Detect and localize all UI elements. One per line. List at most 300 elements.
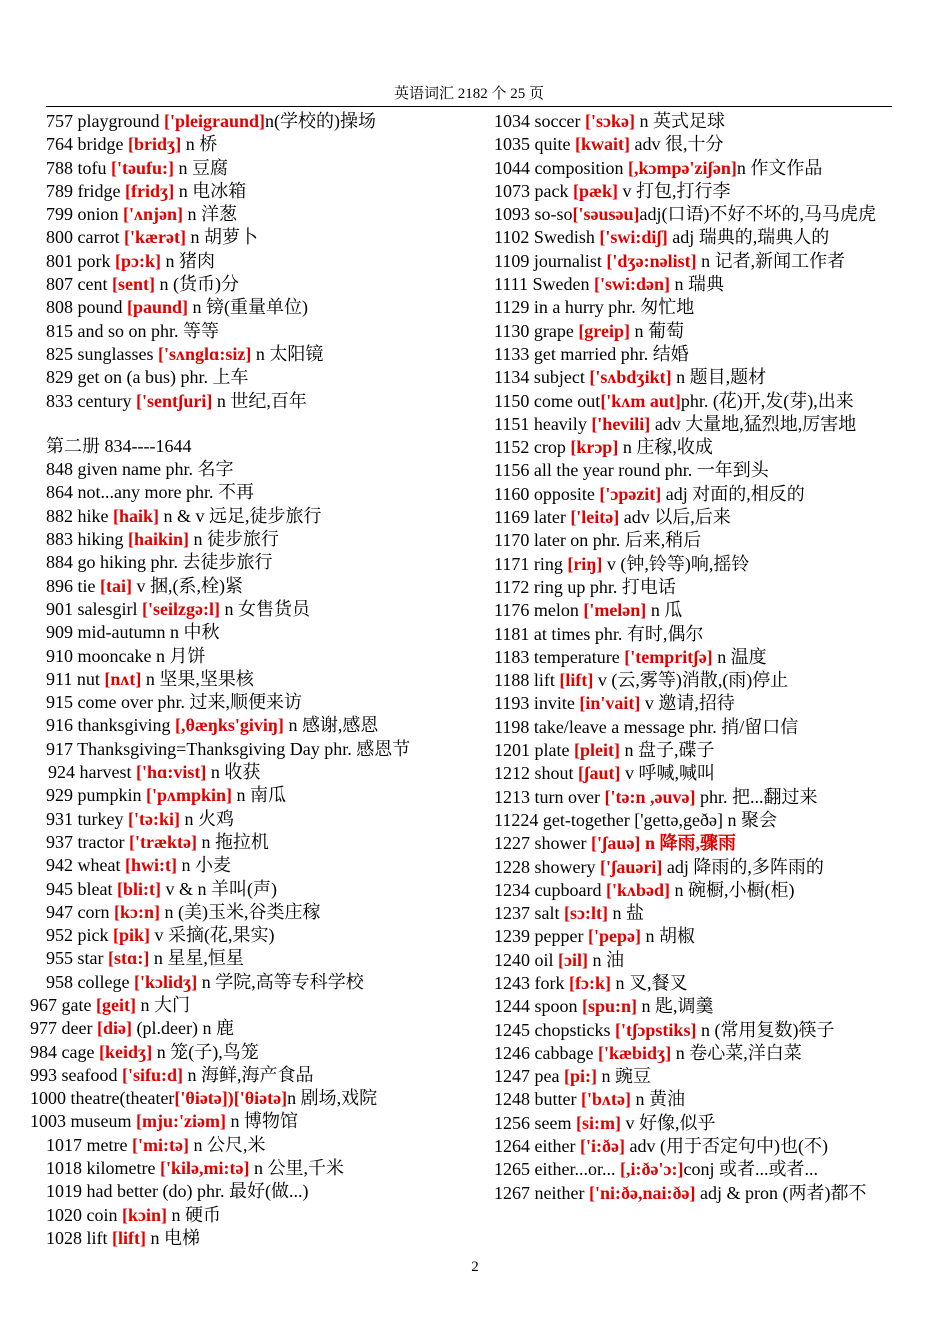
entry-text: 1044 composition	[494, 157, 628, 178]
entry-text: 1156 all the year round phr. 一年到头	[494, 460, 769, 481]
entry-pronunciation: [pɔ:k]	[115, 250, 161, 271]
entry-pronunciation: ['kʌm aut]	[600, 390, 681, 411]
vocab-entry	[30, 320, 470, 343]
vocab-entry	[30, 621, 470, 644]
entry-text: 952 pick	[46, 925, 113, 946]
entry-text: 1020 coin	[46, 1204, 122, 1225]
vocab-entry	[494, 972, 894, 995]
entry-pronunciation: [ɔil]	[558, 949, 588, 970]
vocab-entry	[494, 320, 894, 343]
entry-text: 916 thanksgiving	[46, 715, 175, 736]
entry-text: 910 mooncake n 月饼	[46, 645, 206, 666]
entry-text: 1152 crop	[494, 437, 571, 458]
entry-definition: n 盐	[607, 903, 644, 924]
entry-definition: n & v 远足,徒步旅行	[159, 505, 322, 526]
entry-pronunciation: ['ʌnjən]	[123, 204, 184, 225]
entry-definition: v 呼喊,喊叫	[620, 763, 715, 784]
entry-pronunciation: ['pleigraund]	[163, 111, 265, 131]
entry-pronunciation: ['ʃauəri]	[600, 856, 663, 877]
vocab-entry	[494, 390, 894, 413]
entry-pronunciation: ['sʌnglɑ:siz]	[158, 343, 252, 364]
entry-text: 1017 metre	[46, 1134, 132, 1155]
entry-text: 884 go hiking phr. 去徒步旅行	[46, 552, 273, 573]
vocab-entry	[30, 1064, 470, 1087]
entry-pronunciation: [mju:'ziəm]	[136, 1111, 226, 1132]
entry-text: 1239 pepper	[494, 926, 588, 947]
entry-definition: n 星星,恒星	[149, 948, 244, 969]
entry-text: 1003 museum	[30, 1111, 136, 1132]
vocab-entry	[30, 1157, 470, 1180]
entry-pronunciation: [pæk]	[572, 180, 618, 201]
entry-text: 1169 later	[494, 507, 571, 528]
entry-pronunciation: ['sɔkə]	[584, 111, 635, 131]
entry-definition: v (钟,铃等)响,摇铃	[602, 553, 750, 574]
entry-definition: n 坚果,坚果核	[141, 668, 254, 689]
entry-definition: n 徒步旅行	[189, 529, 280, 550]
entry-text: 1019 had better (do) phr. 最好(做...)	[46, 1181, 309, 1202]
entry-pronunciation: [,kɔmpə'ziʃən]	[628, 157, 737, 178]
entry-definition: n 葡萄	[629, 320, 684, 341]
vocab-entry	[30, 458, 470, 481]
entry-definition: adj 瑞典的,瑞典人的	[667, 227, 830, 248]
entry-text: 937 tractor	[46, 831, 129, 852]
entry-definition: n 火鸡	[179, 808, 234, 829]
entry-pronunciation: ['kilə,mi:tə]	[159, 1158, 250, 1179]
entry-definition: n 南瓜	[232, 785, 287, 806]
entry-pronunciation: ['səusəu]	[572, 204, 640, 225]
entry-definition: n 大门	[135, 994, 190, 1015]
vocab-entry	[30, 947, 470, 970]
entry-pronunciation: [stɑ:]	[108, 948, 150, 969]
entry-definition: n 瑞典	[669, 274, 724, 295]
entry-text: 1227 shower	[494, 833, 591, 854]
entry-text: 1176 melon	[494, 600, 584, 621]
entry-definition: adv (用于否定句中)也(不)	[624, 1136, 828, 1157]
vocab-entry	[30, 854, 470, 877]
entry-definition: n 硬币	[167, 1204, 221, 1225]
entry-text: 977 deer	[30, 1018, 97, 1039]
entry-text: 1133 get married phr. 结婚	[494, 343, 689, 364]
entry-text: 807 cent	[46, 274, 112, 295]
entry-pronunciation: ['dʒə:nəlist]	[606, 250, 697, 271]
vocab-entry	[494, 692, 894, 715]
vocab-entry	[494, 296, 894, 319]
vocab-entry	[30, 808, 470, 831]
entry-text: 1183 temperature	[494, 646, 625, 667]
vocab-entry	[30, 1180, 470, 1203]
vocab-entry	[494, 762, 894, 785]
entry-text: 1181 at times phr. 有时,偶尔	[494, 623, 704, 644]
entry-text: 929 pumpkin	[46, 785, 147, 806]
vocab-entry	[494, 1042, 894, 1065]
vocab-entry	[494, 1158, 894, 1181]
vocab-entry	[30, 738, 470, 761]
vocab-entry	[494, 506, 894, 529]
vocab-entry	[494, 133, 894, 156]
vocab-entry	[30, 180, 470, 203]
entry-definition: n 盘子,碟子	[619, 740, 715, 761]
vocab-entry	[494, 902, 894, 925]
entry-text: 799 onion	[46, 204, 124, 225]
entry-text: 1246 cabbage	[494, 1042, 598, 1063]
vocab-entry	[30, 157, 470, 180]
entry-definition: n 笼(子),鸟笼	[152, 1041, 259, 1062]
vocab-entry	[30, 1134, 470, 1157]
entry-text: 764 bridge	[46, 134, 128, 155]
entry-text: 901 salesgirl	[46, 598, 142, 619]
entry-text: 1134 subject	[494, 367, 590, 388]
vocab-entry	[494, 669, 894, 692]
entry-pronunciation: ['kærət]	[123, 227, 186, 248]
vocab-entry	[30, 505, 470, 528]
vocab-entry	[494, 576, 894, 599]
entry-text: 第二册 834----1644	[46, 435, 192, 456]
entry-text: 1018 kilometre	[46, 1158, 160, 1179]
vocab-entry	[494, 856, 894, 879]
entry-definition: phr. (花)开,发(芽),出来	[680, 390, 854, 411]
entry-text: 1240 oil	[494, 949, 559, 970]
entry-definition: (pl.deer) n 鹿	[131, 1018, 234, 1039]
vocab-entry	[494, 110, 894, 133]
entry-definition: n 感谢,感恩	[283, 715, 379, 736]
entry-pronunciation: [sent]	[111, 274, 155, 295]
entry-definition: v (云,雾等)消散,(雨)停止	[593, 670, 789, 691]
entry-pronunciation: ['təufu:]	[111, 157, 174, 178]
entry-text: 942 wheat	[46, 855, 125, 876]
entry-text: 1248 butter	[494, 1089, 581, 1110]
entry-pronunciation: [riŋ]	[567, 553, 603, 574]
entry-pronunciation: ['swi:diʃ]	[599, 227, 668, 248]
vocab-entry	[30, 110, 470, 133]
entry-definition: n 英式足球	[634, 111, 725, 131]
vocab-entry	[30, 924, 470, 947]
entry-text: 833 century	[46, 390, 136, 411]
entry-pronunciation: [greip]	[578, 320, 630, 341]
vocab-entry	[30, 481, 470, 504]
entry-text: 1247 pea	[494, 1066, 564, 1087]
entry-definition: n 学院,高等专科学校	[197, 971, 364, 992]
vocab-entry	[30, 1227, 470, 1250]
entry-text: 882 hike	[46, 505, 113, 526]
entry-definition: n 温度	[712, 646, 767, 667]
vocab-entry	[494, 1112, 894, 1135]
entry-pronunciation: ['tə:n ,əuvə]	[604, 786, 696, 807]
entry-definition: n 黄油	[630, 1089, 685, 1110]
entry-text: 1151 heavily	[494, 413, 592, 434]
vocab-entry	[30, 203, 470, 226]
vocab-entry	[30, 901, 470, 924]
vocab-entry	[494, 646, 894, 669]
entry-text: 1213 turn over	[494, 786, 605, 807]
entry-text: 1267 neither	[494, 1182, 589, 1203]
entry-pronunciation: ['pepə]	[587, 926, 641, 947]
entry-pronunciation: [diə]	[96, 1018, 132, 1039]
entry-text: 1256 seem	[494, 1112, 576, 1133]
entry-text: 848 given name phr. 名字	[46, 459, 234, 480]
entry-pronunciation: ['leitə]	[570, 507, 620, 528]
entry-pronunciation: ['bʌtə]	[581, 1089, 631, 1110]
entry-text: 1093 so-so	[494, 204, 573, 225]
entry-text: 958 college	[46, 971, 134, 992]
entry-pronunciation: ['tə:ki]	[127, 808, 180, 829]
vocab-entry	[494, 949, 894, 972]
entry-pronunciation: [pleit]	[573, 740, 620, 761]
entry-text: 1245 chopsticks	[494, 1019, 615, 1040]
vocab-entry	[30, 390, 470, 413]
entry-text: 917 Thanksgiving=Thanksgiving Day phr. 感恩节	[46, 738, 411, 759]
vocab-entry	[494, 879, 894, 902]
entry-definition: n 油	[588, 949, 624, 970]
entry-definition: adj 降雨的,多阵雨的	[662, 856, 824, 877]
entry-pronunciation: [geit]	[95, 994, 136, 1015]
entry-definition: n 胡椒	[640, 926, 695, 947]
entry-pronunciation: ['sʌbdʒikt]	[589, 367, 672, 388]
vocab-entry	[494, 157, 894, 180]
entry-pronunciation: [haikin]	[128, 529, 190, 550]
entry-pronunciation: [bridʒ]	[127, 134, 182, 155]
vocab-entry	[494, 716, 894, 739]
vocab-entry	[494, 436, 894, 459]
entry-definition: n 电冰箱	[174, 180, 247, 201]
entry-definition: n 豌豆	[596, 1066, 651, 1087]
vocab-entry	[30, 761, 470, 784]
entry-definition: n(学校的)操场	[265, 111, 376, 131]
entry-definition: n 女售货员	[219, 598, 310, 619]
left-column	[30, 110, 470, 1250]
entry-definition: n 胡萝卜	[185, 227, 258, 248]
entry-text: 945 bleat	[46, 878, 117, 899]
vocab-entry	[30, 1017, 470, 1040]
right-column	[494, 110, 894, 1205]
entry-definition: n 电梯	[145, 1227, 200, 1248]
entry-text: 947 corn	[46, 901, 114, 922]
vocab-entry	[494, 623, 894, 646]
vocab-entry	[494, 1088, 894, 1111]
entry-definition: n 拖拉机	[196, 831, 269, 852]
vocab-entry	[494, 832, 894, 855]
entry-definition: v 好像,似乎	[620, 1112, 716, 1133]
entry-text: 909 mid-autumn n 中秋	[46, 622, 220, 643]
vocab-entry	[494, 180, 894, 203]
entry-pronunciation: ['melən]	[583, 600, 647, 621]
entry-pronunciation: [paund]	[127, 297, 189, 318]
entry-pronunciation: ['pʌmpkin]	[146, 785, 233, 806]
entry-text: 896 tie	[46, 575, 100, 596]
entry-text: 1243 fork	[494, 972, 569, 993]
entry-definition: n 猪肉	[161, 250, 215, 271]
vocab-entry	[30, 598, 470, 621]
entry-text: 1170 later on phr. 后来,稍后	[494, 530, 702, 551]
entry-pronunciation: [nʌt]	[104, 668, 142, 689]
vocab-entry	[30, 575, 470, 598]
entry-definition: v 打包,打行李	[618, 180, 731, 201]
entry-pronunciation: ['tʃɔpstiks]	[615, 1019, 697, 1040]
entry-definition: conj 或者...或者...	[683, 1159, 818, 1180]
entry-text: 1228 showery	[494, 856, 600, 877]
entry-definition: n 小麦	[176, 855, 231, 876]
entry-text: 788 tofu	[46, 157, 111, 178]
entry-pronunciation: ['i:ðə]	[579, 1136, 625, 1157]
vocab-entry	[494, 529, 894, 552]
entry-definition: n (货币)分	[154, 274, 239, 295]
entry-definition: adj & pron (两者)都不	[695, 1182, 867, 1203]
entry-definition: v & n 羊叫(声)	[160, 878, 277, 899]
entry-pronunciation: ['hɑ:vist]	[135, 762, 207, 783]
vocab-entry	[494, 250, 894, 273]
entry-definition: n 桥	[181, 134, 218, 155]
header-rule	[46, 106, 892, 107]
entry-text: 800 carrot	[46, 227, 124, 248]
entry-text: 1102 Swedish	[494, 227, 600, 248]
entry-text: 1264 either	[494, 1136, 580, 1157]
vocab-entry	[30, 1041, 470, 1064]
entry-text: 801 pork	[46, 250, 115, 271]
page-number: 2	[471, 1259, 479, 1275]
entry-pronunciation: [si:m]	[575, 1112, 621, 1133]
entry-definition: n 博物馆	[225, 1111, 298, 1132]
entry-text: 993 seafood	[30, 1064, 122, 1085]
entry-definition: n 世纪,百年	[212, 390, 307, 411]
entry-text: 815 and so on phr. 等等	[46, 320, 219, 341]
vocab-entry	[30, 878, 470, 901]
entry-text: 1172 ring up phr. 打电话	[494, 576, 676, 597]
entry-pronunciation: [keidʒ]	[98, 1041, 153, 1062]
vocab-entry	[30, 1110, 470, 1133]
vocab-entry	[494, 226, 894, 249]
entry-definition: n 叉,餐叉	[610, 972, 688, 993]
entry-pronunciation: [haik]	[113, 505, 160, 526]
entry-pronunciation: [lift]	[559, 670, 594, 691]
vocab-entry	[494, 1065, 894, 1088]
entry-pronunciation: ['ni:ðə,nai:ðə]	[588, 1182, 696, 1203]
vocab-entry	[494, 366, 894, 389]
entry-definition: n 收获	[206, 762, 261, 783]
entry-pronunciation: ['sifu:d]	[121, 1064, 183, 1085]
entry-pronunciation: ['θiətə])['θiətə]	[174, 1088, 288, 1109]
vocab-entry	[30, 226, 470, 249]
entry-text: 829 get on (a bus) phr. 上车	[46, 367, 249, 388]
entry-definition: n 公里,千米	[249, 1158, 344, 1179]
entry-definition: n 题目,题材	[671, 367, 767, 388]
entry-text: 1160 opposite	[494, 483, 600, 504]
entry-text: 1201 plate	[494, 740, 574, 761]
vocab-entry	[494, 1182, 894, 1205]
entry-pronunciation: [pi:]	[563, 1066, 597, 1087]
entry-pronunciation: ['kæbidʒ]	[597, 1042, 672, 1063]
vocab-entry	[494, 553, 894, 576]
entry-text: 808 pound	[46, 297, 127, 318]
entry-text: 931 turkey	[46, 808, 128, 829]
entry-pronunciation: ['seilzgə:l]	[142, 598, 220, 619]
entry-definition: n 碗橱,小橱(柜)	[670, 879, 795, 900]
entry-text: 1193 invite	[494, 693, 580, 714]
entry-definition: n 公尺,米	[188, 1134, 266, 1155]
entry-text: 1198 take/leave a message phr. 捎/留口信	[494, 716, 799, 737]
vocab-entry	[494, 809, 894, 832]
vocab-entry	[30, 528, 470, 551]
vocab-entry	[494, 1135, 894, 1158]
entry-definition: adj(口语)不好不坏的,马马虎虎	[639, 204, 876, 225]
entry-definition: n (美)玉米,谷类庄稼	[159, 901, 321, 922]
vocab-entry	[30, 784, 470, 807]
vocab-entry	[494, 786, 894, 809]
entry-text: 915 come over phr. 过来,顺便来访	[46, 692, 302, 713]
entry-pronunciation: [kwait]	[575, 134, 630, 155]
entry-text: 1150 come out	[494, 390, 601, 411]
entry-definition: n 卷心菜,洋白菜	[671, 1042, 802, 1063]
entry-text: 1028 lift	[46, 1227, 112, 1248]
entry-definition: adj 对面的,相反的	[661, 483, 805, 504]
vocab-entry	[30, 343, 470, 366]
entry-pronunciation: [spu:n]	[582, 996, 638, 1017]
vocab-entry	[494, 273, 894, 296]
entry-text: 1034 soccer	[494, 111, 585, 131]
entry-pronunciation: [bli:t]	[116, 878, 161, 899]
vocab-entry	[30, 366, 470, 389]
entry-pronunciation: [hwi:t]	[124, 855, 177, 876]
vocab-entry	[494, 925, 894, 948]
entry-text: 1073 pack	[494, 180, 573, 201]
entry-pronunciation: ['sentʃuri]	[135, 390, 213, 411]
vocab-entry	[30, 831, 470, 854]
entry-pronunciation: [fɔ:k]	[569, 972, 611, 993]
entry-definition: v 采摘(花,果实)	[150, 925, 275, 946]
entry-text: 1130 grape	[494, 320, 579, 341]
entry-text: 1244 spoon	[494, 996, 583, 1017]
entry-pronunciation: ['hevili]	[591, 413, 651, 434]
entry-pronunciation: ['kʌbəd]	[605, 879, 670, 900]
entry-text: 1212 shout	[494, 763, 579, 784]
vocab-entry	[30, 714, 470, 737]
entry-text: 1129 in a hurry phr. 匆忙地	[494, 297, 695, 318]
entry-pronunciation: [,θæŋks'giviŋ]	[175, 715, 284, 736]
vocab-entry	[494, 343, 894, 366]
entry-pronunciation: ['swi:dən]	[593, 274, 670, 295]
entry-definition: n 降雨,骤雨	[640, 833, 736, 854]
entry-text: 911 nut	[46, 668, 105, 689]
vocab-entry	[30, 250, 470, 273]
entry-definition: n 聚会	[723, 809, 777, 830]
entry-definition: n (常用复数)筷子	[696, 1019, 835, 1040]
entry-text: 789 fridge	[46, 180, 125, 201]
entry-text: 757 playground	[46, 111, 164, 131]
section-heading	[30, 435, 470, 458]
entry-pronunciation: ['mi:tə]	[131, 1134, 189, 1155]
entry-text: 1111 Sweden	[494, 274, 594, 295]
page-header: 英语词汇 2182 个 25 页	[393, 86, 544, 102]
entry-definition: n 海鲜,海产食品	[183, 1064, 314, 1085]
vocab-entry	[494, 739, 894, 762]
entry-definition: n 匙,调羹	[637, 996, 714, 1017]
vocab-entry	[30, 1087, 470, 1110]
entry-pronunciation: [,i:ðə'ɔ:]	[619, 1159, 684, 1180]
entry-pronunciation: ['ʃauə]	[591, 833, 641, 854]
vocab-entry	[30, 1204, 470, 1227]
entry-text: 1109 journalist	[494, 250, 607, 271]
entry-text: 883 hiking	[46, 529, 129, 550]
vocab-entry	[494, 995, 894, 1018]
entry-definition: phr. 把...翻过来	[695, 786, 818, 807]
entry-definition: n 太阳镜	[251, 343, 324, 364]
entry-pronunciation: ['kɔlidʒ]	[133, 971, 198, 992]
entry-pronunciation: [fridʒ]	[124, 180, 175, 201]
vocab-entry	[30, 971, 470, 994]
entry-pronunciation: [sɔ:lt]	[564, 903, 608, 924]
entry-definition: n 记者,新闻工作者	[696, 250, 846, 271]
entry-pronunciation: [lift]	[112, 1227, 146, 1248]
entry-definition: adv 大量地,猛烈地,厉害地	[650, 413, 857, 434]
vocab-entry	[494, 413, 894, 436]
